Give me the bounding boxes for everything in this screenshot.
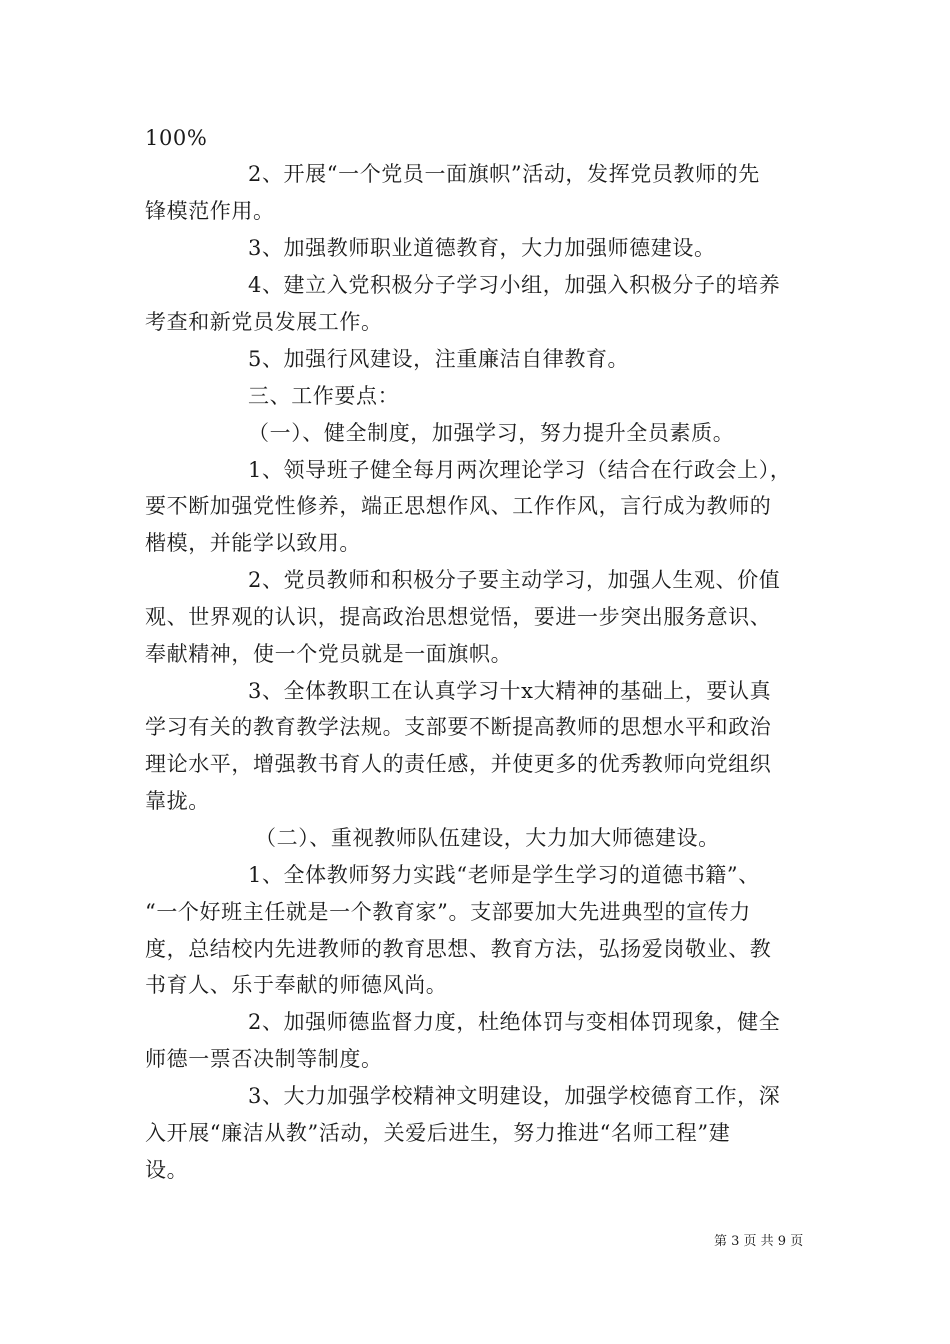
text-line: 锋模范作用。 xyxy=(145,199,275,223)
text-line: 设。 xyxy=(145,1158,189,1182)
subsection-heading: （二）、重视教师队伍建设，大力加大师德建设。 xyxy=(255,826,720,850)
text-line: 3、全体教职工在认真学习十x大精神的基础上，要认真 xyxy=(248,679,772,703)
text-line: 度，总结校内先进教师的教育思想、教育方法，弘扬爱岗敬业、教 xyxy=(145,937,772,961)
subsection-heading: （一）、健全制度，加强学习，努力提升全员素质。 xyxy=(248,421,735,445)
text-line: 楷模，并能学以致用。 xyxy=(145,531,361,555)
text-line: 理论水平，增强教书育人的责任感，并使更多的优秀教师向党组织 xyxy=(145,752,772,776)
text-line: “一个好班主任就是一个教育家”。支部要加大先进典型的宣传力 xyxy=(145,900,751,924)
text-line: 师德一票否决制等制度。 xyxy=(145,1047,383,1071)
text-line: 1、全体教师努力实践“老师是学生学习的道德书籍”、 xyxy=(248,863,760,887)
text-line: 2、加强师德监督力度，杜绝体罚与变相体罚现象，健全 xyxy=(248,1010,781,1034)
text-line: 观、世界观的认识，提高政治思想觉悟，要进一步突出服务意识、 xyxy=(145,605,772,629)
text-line: 要不断加强党性修养，端正思想作风、工作作风，言行成为教师的 xyxy=(145,494,772,518)
page-number: 第 3 页 共 9 页 xyxy=(714,1234,804,1249)
text-line: 5、加强行风建设，注重廉洁自律教育。 xyxy=(248,347,630,371)
text-line: 3、大力加强学校精神文明建设，加强学校德育工作，深 xyxy=(248,1084,781,1108)
text-line: 1、领导班子健全每月两次理论学习（结合在行政会上）， xyxy=(248,458,792,482)
text-line: 2、开展“一个党员一面旗帜”活动，发挥党员教师的先 xyxy=(248,162,760,186)
section-heading: 三、工作要点： xyxy=(248,384,400,408)
text-line: 考查和新党员发展工作。 xyxy=(145,310,383,334)
text-line: 靠拢。 xyxy=(145,789,210,813)
text-line: 书育人、乐于奉献的师德风尚。 xyxy=(145,973,448,997)
text-line: 奉献精神，使一个党员就是一面旗帜。 xyxy=(145,642,513,666)
text-line: 3、加强教师职业道德教育，大力加强师德建设。 xyxy=(248,236,716,260)
text-line: 2、党员教师和积极分子要主动学习，加强人生观、价值 xyxy=(248,568,781,592)
text-line: 4、建立入党积极分子学习小组，加强入积极分子的培养 xyxy=(248,273,781,297)
text-line: 学习有关的教育教学法规。支部要不断提高教师的思想水平和政治 xyxy=(145,715,772,739)
text-line: 入开展“廉洁从教”活动，关爱后进生，努力推进“名师工程”建 xyxy=(145,1121,731,1145)
text-line: 100% xyxy=(145,126,208,150)
